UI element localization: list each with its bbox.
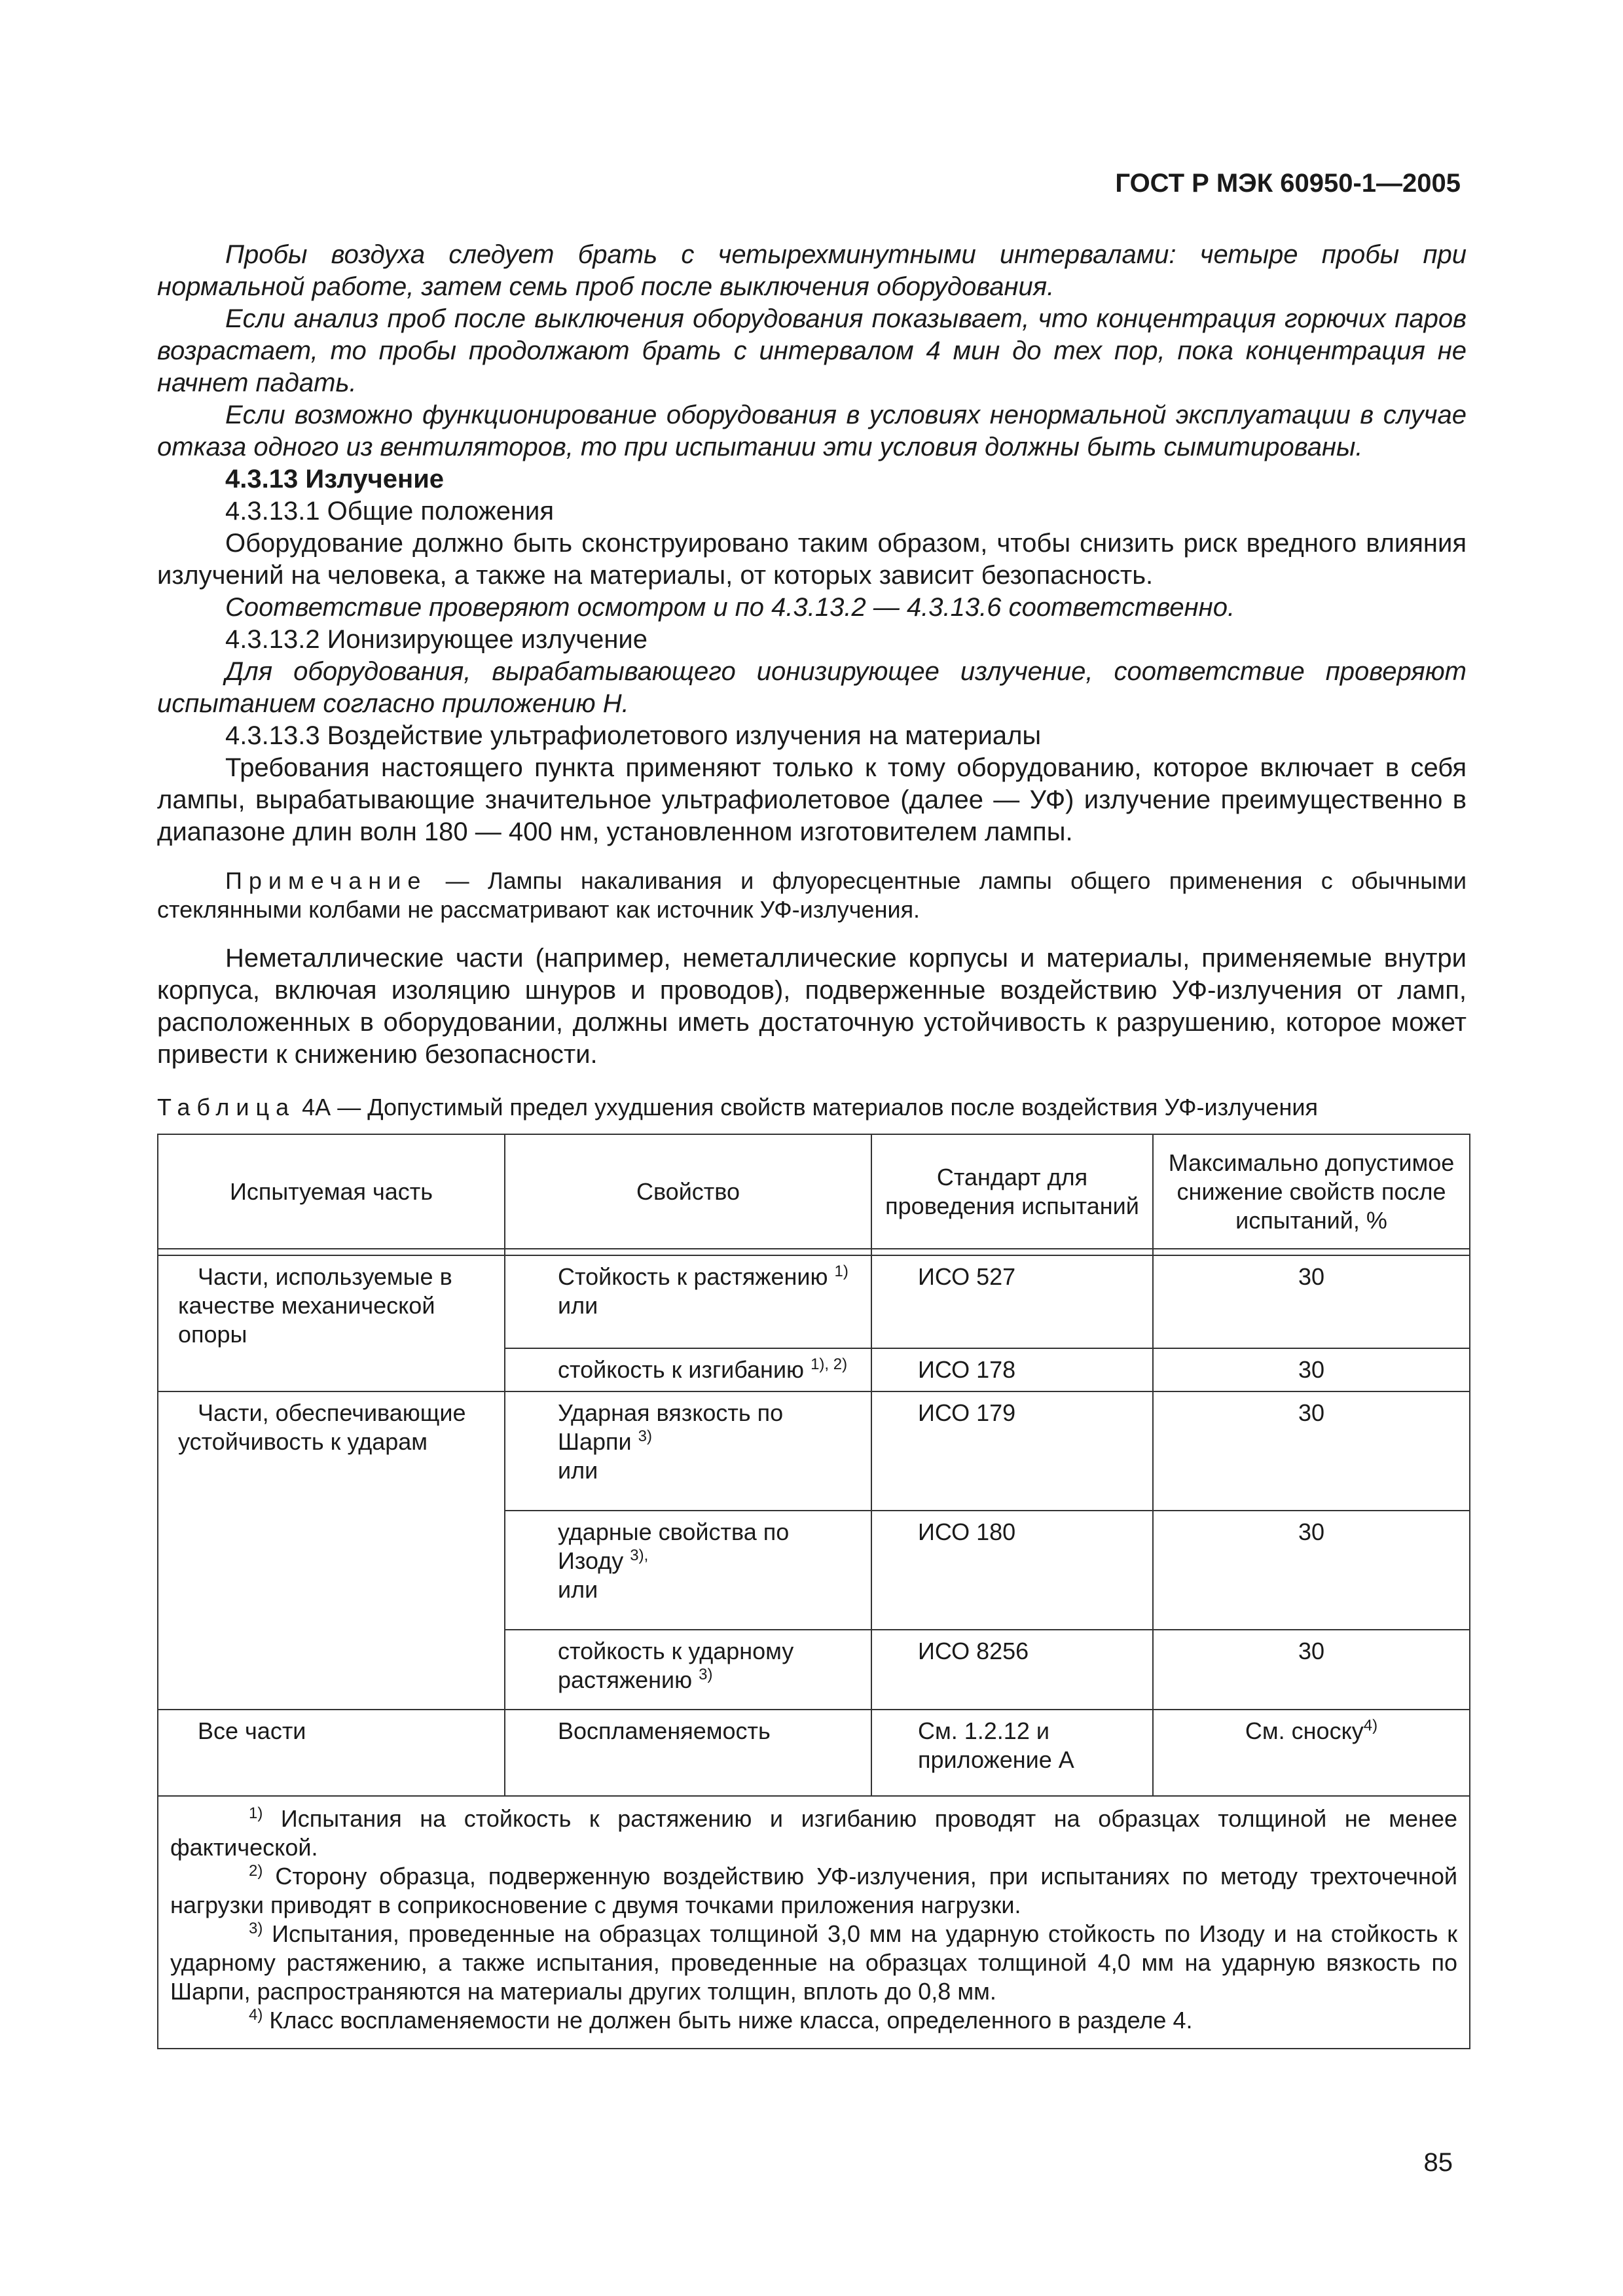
- document-header: ГОСТ Р МЭК 60950-1—2005: [1115, 169, 1461, 198]
- column-header: Испытуемая часть: [158, 1134, 505, 1249]
- part-cell: Части, используемые в качестве механической опоры: [158, 1255, 505, 1391]
- paragraph: Соответствие проверяют осмотром и по 4.3.13.2 — 4.3.13.6 соответственно.: [225, 593, 1235, 622]
- paragraph: Требования настоящего пункта применяют только к тому оборудованию, которое включает в себя лампы, вырабатывающие значительное ультрафиолетовое (далее — УФ) излучение преимущественно в диапазоне длин волн 180 — 400 нм, установленном изготовителем лампы.: [157, 753, 1467, 846]
- standard-cell: См. 1.2.12 и приложение А: [871, 1710, 1153, 1796]
- max-reduction-cell: См. сноску$^{4)}$: [1153, 1710, 1470, 1796]
- table-footnotes: [158, 1796, 1470, 2049]
- column-header: Стандарт для проведения испытаний: [871, 1134, 1153, 1249]
- column-header: Максимально допустимое снижение свойств после испытаний, %: [1153, 1134, 1470, 1249]
- property-cell: Стойкость к растяжению $^{1)}$ или: [505, 1255, 871, 1348]
- standard-cell: ИСО 179: [871, 1391, 1153, 1511]
- paragraph: Для оборудования, вырабатывающего ионизирующее излучение, соответствие проверяют испытанием согласно приложению Н.: [157, 657, 1467, 718]
- column-header: Свойство: [505, 1134, 871, 1249]
- table-row: [158, 1391, 1470, 1511]
- table-caption: [157, 1093, 1467, 1122]
- table-caption-text: 4А — Допустимый предел ухудшения свойств материалов после воздействия УФ-излучения: [295, 1094, 1318, 1121]
- header-separator: [158, 1249, 1470, 1255]
- max-reduction-cell: 30: [1153, 1630, 1470, 1710]
- uv-degradation-table: [157, 1134, 1470, 2049]
- footnote: $^{4)}$ Класс воспламеняемости не должен быть ниже класса, определенного в разделе 4.: [249, 2006, 1193, 2034]
- property-cell: Воспламеняемость: [505, 1710, 871, 1796]
- max-reduction-cell: 30: [1153, 1511, 1470, 1630]
- footnote: $^{1)}$ Испытания на стойкость к растяжению и изгибанию проводят на образцах толщиной не менее фактической.: [170, 1804, 1457, 1861]
- max-reduction-cell: 30: [1153, 1348, 1470, 1391]
- note-text: — Лампы накаливания и флуоресцентные лампы общего применения с обычными стеклянными колбами не рассматривают как источник УФ-излучения.: [157, 867, 1467, 923]
- page-content: [157, 239, 1467, 2049]
- footnote: $^{2)}$ Сторону образца, подверженную воздействию УФ-излучения, при испытаниях по методу трехточечной нагрузки приводят в соприкосновение с двумя точками приложения нагрузки.: [170, 1862, 1457, 1918]
- table-header-row: [158, 1134, 1470, 1249]
- paragraph: Неметаллические части (например, неметаллические корпусы и материалы, применяемые внутри корпуса, включая изоляцию шнуров и проводов), подверженные воздействию УФ-излучения от ламп, расположенных в оборудовании, должны иметь достаточную устойчивость к разрушению, которое может привести к снижению безопасности.: [157, 944, 1467, 1069]
- table-caption-label: Таблица: [157, 1094, 296, 1121]
- standard-cell: ИСО 178: [871, 1348, 1153, 1391]
- subsection-heading: 4.3.13.2 Ионизирующее излучение: [225, 625, 647, 654]
- max-reduction-cell: 30: [1153, 1391, 1470, 1511]
- subsection-heading: 4.3.13.1 Общие положения: [225, 497, 555, 526]
- property-cell: Ударная вязкость по Шарпи $^{3)}$ или: [505, 1391, 871, 1511]
- property-cell: ударные свойства по Изоду $^{3),}$ или: [505, 1511, 871, 1630]
- standard-cell: ИСО 8256: [871, 1630, 1153, 1710]
- table-row: [158, 1255, 1470, 1348]
- table-row: [158, 1710, 1470, 1796]
- note: [157, 867, 1467, 924]
- section-heading: 4.3.13 Излучение: [225, 465, 445, 493]
- part-cell: Части, обеспечивающие устойчивость к ударам: [158, 1391, 505, 1710]
- part-cell: Все части: [158, 1710, 505, 1796]
- max-reduction-cell: 30: [1153, 1255, 1470, 1348]
- paragraph: Оборудование должно быть сконструировано таким образом, чтобы снизить риск вредного влияния излучений на человека, а также на материалы, от которых зависит безопасность.: [157, 529, 1467, 590]
- standard-cell: ИСО 180: [871, 1511, 1153, 1630]
- paragraph: Если возможно функционирование оборудования в условиях ненормальной эксплуатации в случае отказа одного из вентиляторов, то при испытании эти условия должны быть сымитированы.: [157, 401, 1467, 461]
- note-label: Примечание: [225, 867, 428, 894]
- property-cell: стойкость к ударному растяжению $^{3)}$: [505, 1630, 871, 1710]
- paragraph: Пробы воздуха следует брать с четырехминутными интервалами: четыре пробы при нормальной работе, затем семь проб после выключения оборудования.: [157, 240, 1467, 301]
- subsection-heading: 4.3.13.3 Воздействие ультрафиолетового излучения на материалы: [225, 721, 1042, 750]
- paragraph: Если анализ проб после выключения оборудования показывает, что концентрация горючих паров возрастает, то пробы продолжают брать с интервалом 4 мин до тех пор, пока концентрация не начнет падать.: [157, 304, 1467, 397]
- standard-cell: ИСО 527: [871, 1255, 1153, 1348]
- page-number: 85: [1423, 2148, 1453, 2177]
- footnote: $^{3)}$ Испытания, проведенные на образцах толщиной 3,0 мм на ударную стойкость по Изоду и на стойкость к ударному растяжению, а также испытания, проведенные на образцах толщиной 4,0 мм на ударную вязкость по Шарпи, распространяются на материалы других толщин, вплоть до 0,8 мм.: [170, 1920, 1457, 2005]
- property-cell: стойкость к изгибанию $^{1), 2)}$: [505, 1348, 871, 1391]
